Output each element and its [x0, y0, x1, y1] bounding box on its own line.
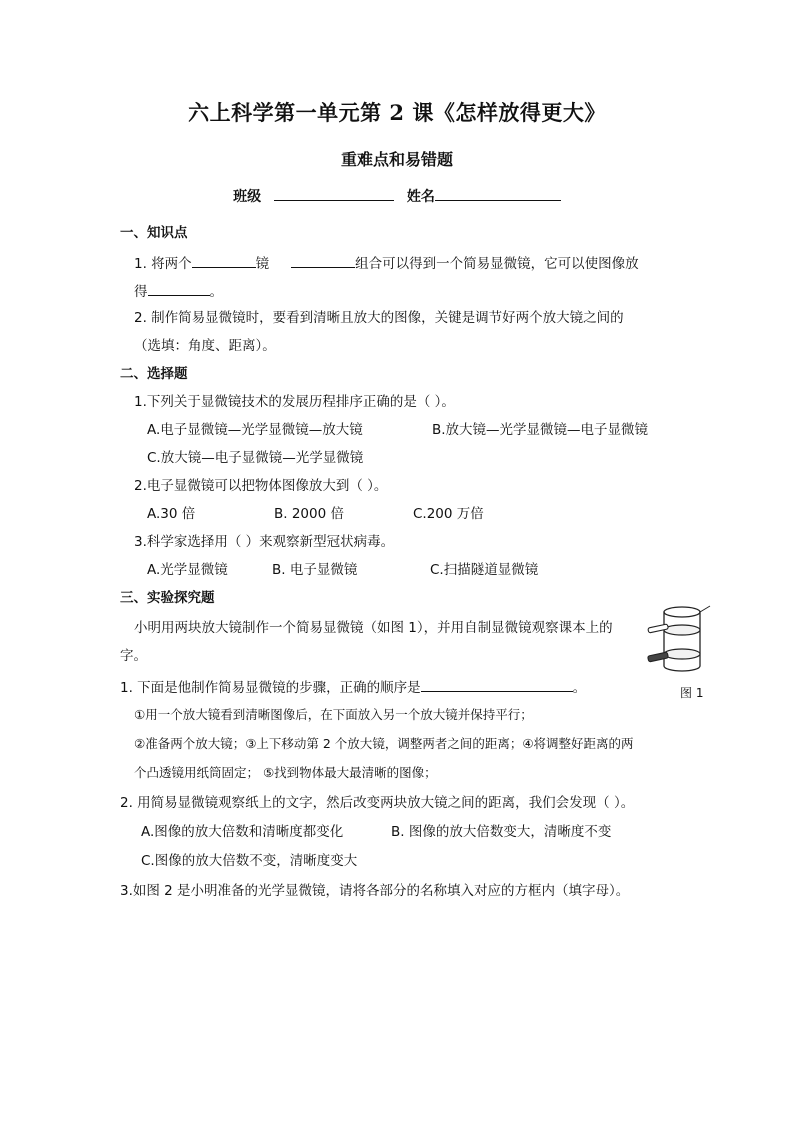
s1-q2-line2: （选填：角度、距离）。	[134, 338, 276, 354]
s2-q2-option-a[interactable]: A.30 倍	[147, 506, 196, 522]
simple-microscope-illustration	[646, 604, 712, 676]
s3-q3: 3.如图 2 是小明准备的光学显微镜，请将各部分的名称填入对应的方框内（填字母）。	[120, 883, 630, 899]
s2-q3-option-a[interactable]: A.光学显微镜	[147, 562, 228, 578]
s3-step-1: ①用一个放大镜看到清晰图像后，在下面放入另一个放大镜并保持平行；	[134, 707, 533, 722]
s1-q1-blank3[interactable]	[148, 281, 210, 296]
s2-q3-option-b[interactable]: B. 电子显微镜	[272, 562, 358, 578]
s2-q2-option-b[interactable]: B. 2000 倍	[274, 506, 344, 522]
s3-intro-line1: 小明用两块放大镜制作一个简易显微镜（如图 1），并用自制显微镜观察课本上的	[134, 620, 613, 636]
s3-q2: 2. 用简易显微镜观察纸上的文字，然后改变两块放大镜之间的距离，我们会发现（ ）。	[120, 795, 635, 811]
section1-heading: 一、知识点	[120, 225, 188, 241]
page-subtitle: 重难点和易错题	[340, 150, 453, 169]
s1-q1-blank2[interactable]	[291, 253, 355, 268]
class-name-line	[0, 186, 794, 206]
section3-heading: 三、实验探究题	[120, 590, 215, 606]
s2-q1-option-b[interactable]: B.放大镜—光学显微镜—电子显微镜	[432, 422, 649, 438]
s3-q2-option-c[interactable]: C.图像的放大倍数不变，清晰度变大	[141, 853, 358, 869]
s1-q2-line1: 2. 制作简易显微镜时，要看到清晰且放大的图像，关键是调节好两个放大镜之间的	[134, 310, 624, 326]
page-title: 六上科学第一单元第 2 课《怎样放得更大》	[188, 100, 606, 125]
s1-q1-blank1[interactable]	[192, 253, 256, 268]
s3-q2-option-a[interactable]: A.图像的放大倍数和清晰度都变化	[141, 824, 344, 840]
s2-q2-option-c[interactable]: C.200 万倍	[413, 506, 484, 522]
s2-q3: 3.科学家选择用（ ）来观察新型冠状病毒。	[134, 534, 395, 550]
s3-step-2: ②准备两个放大镜；③上下移动第 2 个放大镜，调整两者之间的距离；④将调整好距离的两	[134, 736, 634, 751]
s2-q1-option-a[interactable]: A.电子显微镜—光学显微镜—放大镜	[147, 422, 363, 438]
s1-q1-line1: 1. 将两个 镜 组合可以得到一个简易显微镜，它可以使图像放	[134, 253, 639, 273]
s3-step-3: 个凸透镜用纸筒固定； ⑤找到物体最大最清晰的图像；	[134, 765, 437, 780]
s2-q1-option-c[interactable]: C.放大镜—电子显微镜—光学显微镜	[147, 450, 364, 466]
class-blank[interactable]	[274, 186, 394, 201]
section2-heading: 二、选择题	[120, 366, 188, 382]
name-blank[interactable]	[435, 186, 561, 201]
s1-q1-line2: 得 。	[134, 281, 223, 301]
s2-q2: 2.电子显微镜可以把物体图像放大到（ ）。	[134, 478, 388, 494]
figure1-caption: 图 1	[680, 686, 704, 700]
s3-intro-line2: 字。	[120, 648, 147, 664]
name-label: 姓名	[406, 189, 435, 205]
s2-q1: 1.下列关于显微镜技术的发展历程排序正确的是（ ）。	[134, 394, 455, 410]
s3-q1-blank[interactable]	[421, 677, 573, 692]
class-label: 班级	[233, 189, 262, 205]
s3-q1: 1. 下面是他制作简易显微镜的步骤，正确的顺序是 。	[120, 677, 586, 697]
s3-q2-option-b[interactable]: B. 图像的放大倍数变大，清晰度不变	[391, 824, 612, 840]
s2-q3-option-c[interactable]: C.扫描隧道显微镜	[430, 562, 539, 578]
